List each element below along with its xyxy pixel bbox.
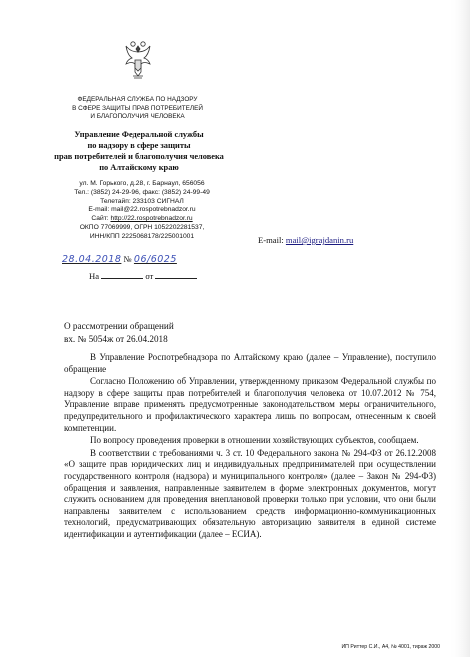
address-line: ул. М. Горького, д.28, г. Барнаул, 656056 bbox=[79, 180, 205, 187]
reference-date-blank bbox=[155, 270, 197, 279]
department-line: Управление Федеральной службы bbox=[74, 130, 204, 139]
agency-line: В СФЕРЕ ЗАЩИТЫ ПРАВ ПОТРЕБИТЕЛЕЙ bbox=[72, 104, 203, 112]
site-link[interactable]: http://22.rospotrebnadzor.ru bbox=[110, 215, 193, 223]
number-sign: № bbox=[123, 254, 132, 264]
subject-line: О рассмотрении обращений bbox=[64, 321, 174, 331]
site-line: Сайт: http://22.rospotrebnadzor.ru bbox=[91, 215, 193, 223]
coat-of-arms-emblem bbox=[123, 40, 153, 84]
agency-line: ФЕДЕРАЛЬНАЯ СЛУЖБА ПО НАДЗОРУ bbox=[77, 96, 198, 103]
handwritten-number: 06/6025 bbox=[133, 254, 177, 265]
letter-body bbox=[64, 352, 436, 542]
printer-imprint: ИП Риттер С.И., А4, № 4001, тираж 2000 bbox=[341, 644, 440, 650]
body-paragraph: Согласно Положению об Управлении, утвержденному приказом Федеральной службы по надзору в сфере защиты прав потребителей и благополучия человека от 10.07.2012 № 754, Управление вправе применять предусмотренные законодательством меры ограничительного, предупредительного и профилактического характера лишь по вопросам, отнесенным к своей компетенции. bbox=[64, 376, 436, 433]
phone-line: Тел.: (3852) 24-29-96, факс: (3852) 24-99-49 bbox=[74, 188, 210, 196]
reference-line: На от bbox=[89, 270, 197, 281]
sender-email-line: E-mail: mail@22.rospotrebnadzor.ru bbox=[88, 206, 196, 214]
department-line: по надзору в сфере защиты bbox=[87, 141, 191, 150]
department-line: по Алтайскому краю bbox=[99, 163, 179, 172]
body-paragraph: В Управление Роспотребнадзора по Алтайскому краю (далее – Управление), поступило обращение bbox=[64, 352, 436, 374]
agency-line: И БЛАГОПОЛУЧИЯ ЧЕЛОВЕКА bbox=[90, 113, 185, 121]
registration-line bbox=[62, 254, 177, 265]
department-name bbox=[44, 129, 234, 173]
okpo-line: ОКПО 77069999, ОГРН 1052202281537, bbox=[79, 223, 205, 231]
contact-block bbox=[62, 180, 222, 242]
recipient-email-link[interactable]: mail@igrajdanin.ru bbox=[285, 235, 354, 245]
recipient-email-line: E-mail: mail@igrajdanin.ru bbox=[258, 235, 354, 245]
inn-line: ИНН/КПП 2225068178/225001001 bbox=[89, 232, 195, 240]
body-paragraph: В соответствии с требованиями ч. 3 ст. 10 Федерального закона № 294-ФЗ от 26.12.2008 «О защите прав юридических лиц и индивидуальных предпринимателей при осуществлении государственного контроля (надзора) и муниципального контроля» (далее – Закон № 294-ФЗ) обращения и заявления, направленные заявителем в форме электронных документов, могут служить основанием для проведения внеплановой проверки только при условии, что они были направлены заявителем с использованием средств информационно-коммуникационных технологий, предусматривающих обязательную авторизацию заявителя в единой системе идентификации и аутентификации (далее – ЕСИА). bbox=[64, 447, 436, 539]
reference-number-blank bbox=[101, 270, 143, 279]
department-line: прав потребителей и благополучия человека bbox=[54, 152, 224, 161]
sender-email[interactable]: mail@22.rospotrebnadzor.ru bbox=[111, 206, 196, 214]
body-paragraph: По вопросу проведения проверки в отношении хозяйствующих субъектов, сообщаем. bbox=[90, 435, 419, 446]
incoming-reference: вх. № 5054ж от 26.04.2018 bbox=[64, 334, 168, 344]
handwritten-date: 28.04.2018 bbox=[62, 254, 122, 265]
agency-name-caps bbox=[60, 96, 215, 122]
teletype-line: Телетайп: 233103 СИГНАЛ bbox=[100, 197, 184, 205]
scan-edge-shadow bbox=[448, 0, 470, 657]
subject-block bbox=[64, 320, 174, 346]
